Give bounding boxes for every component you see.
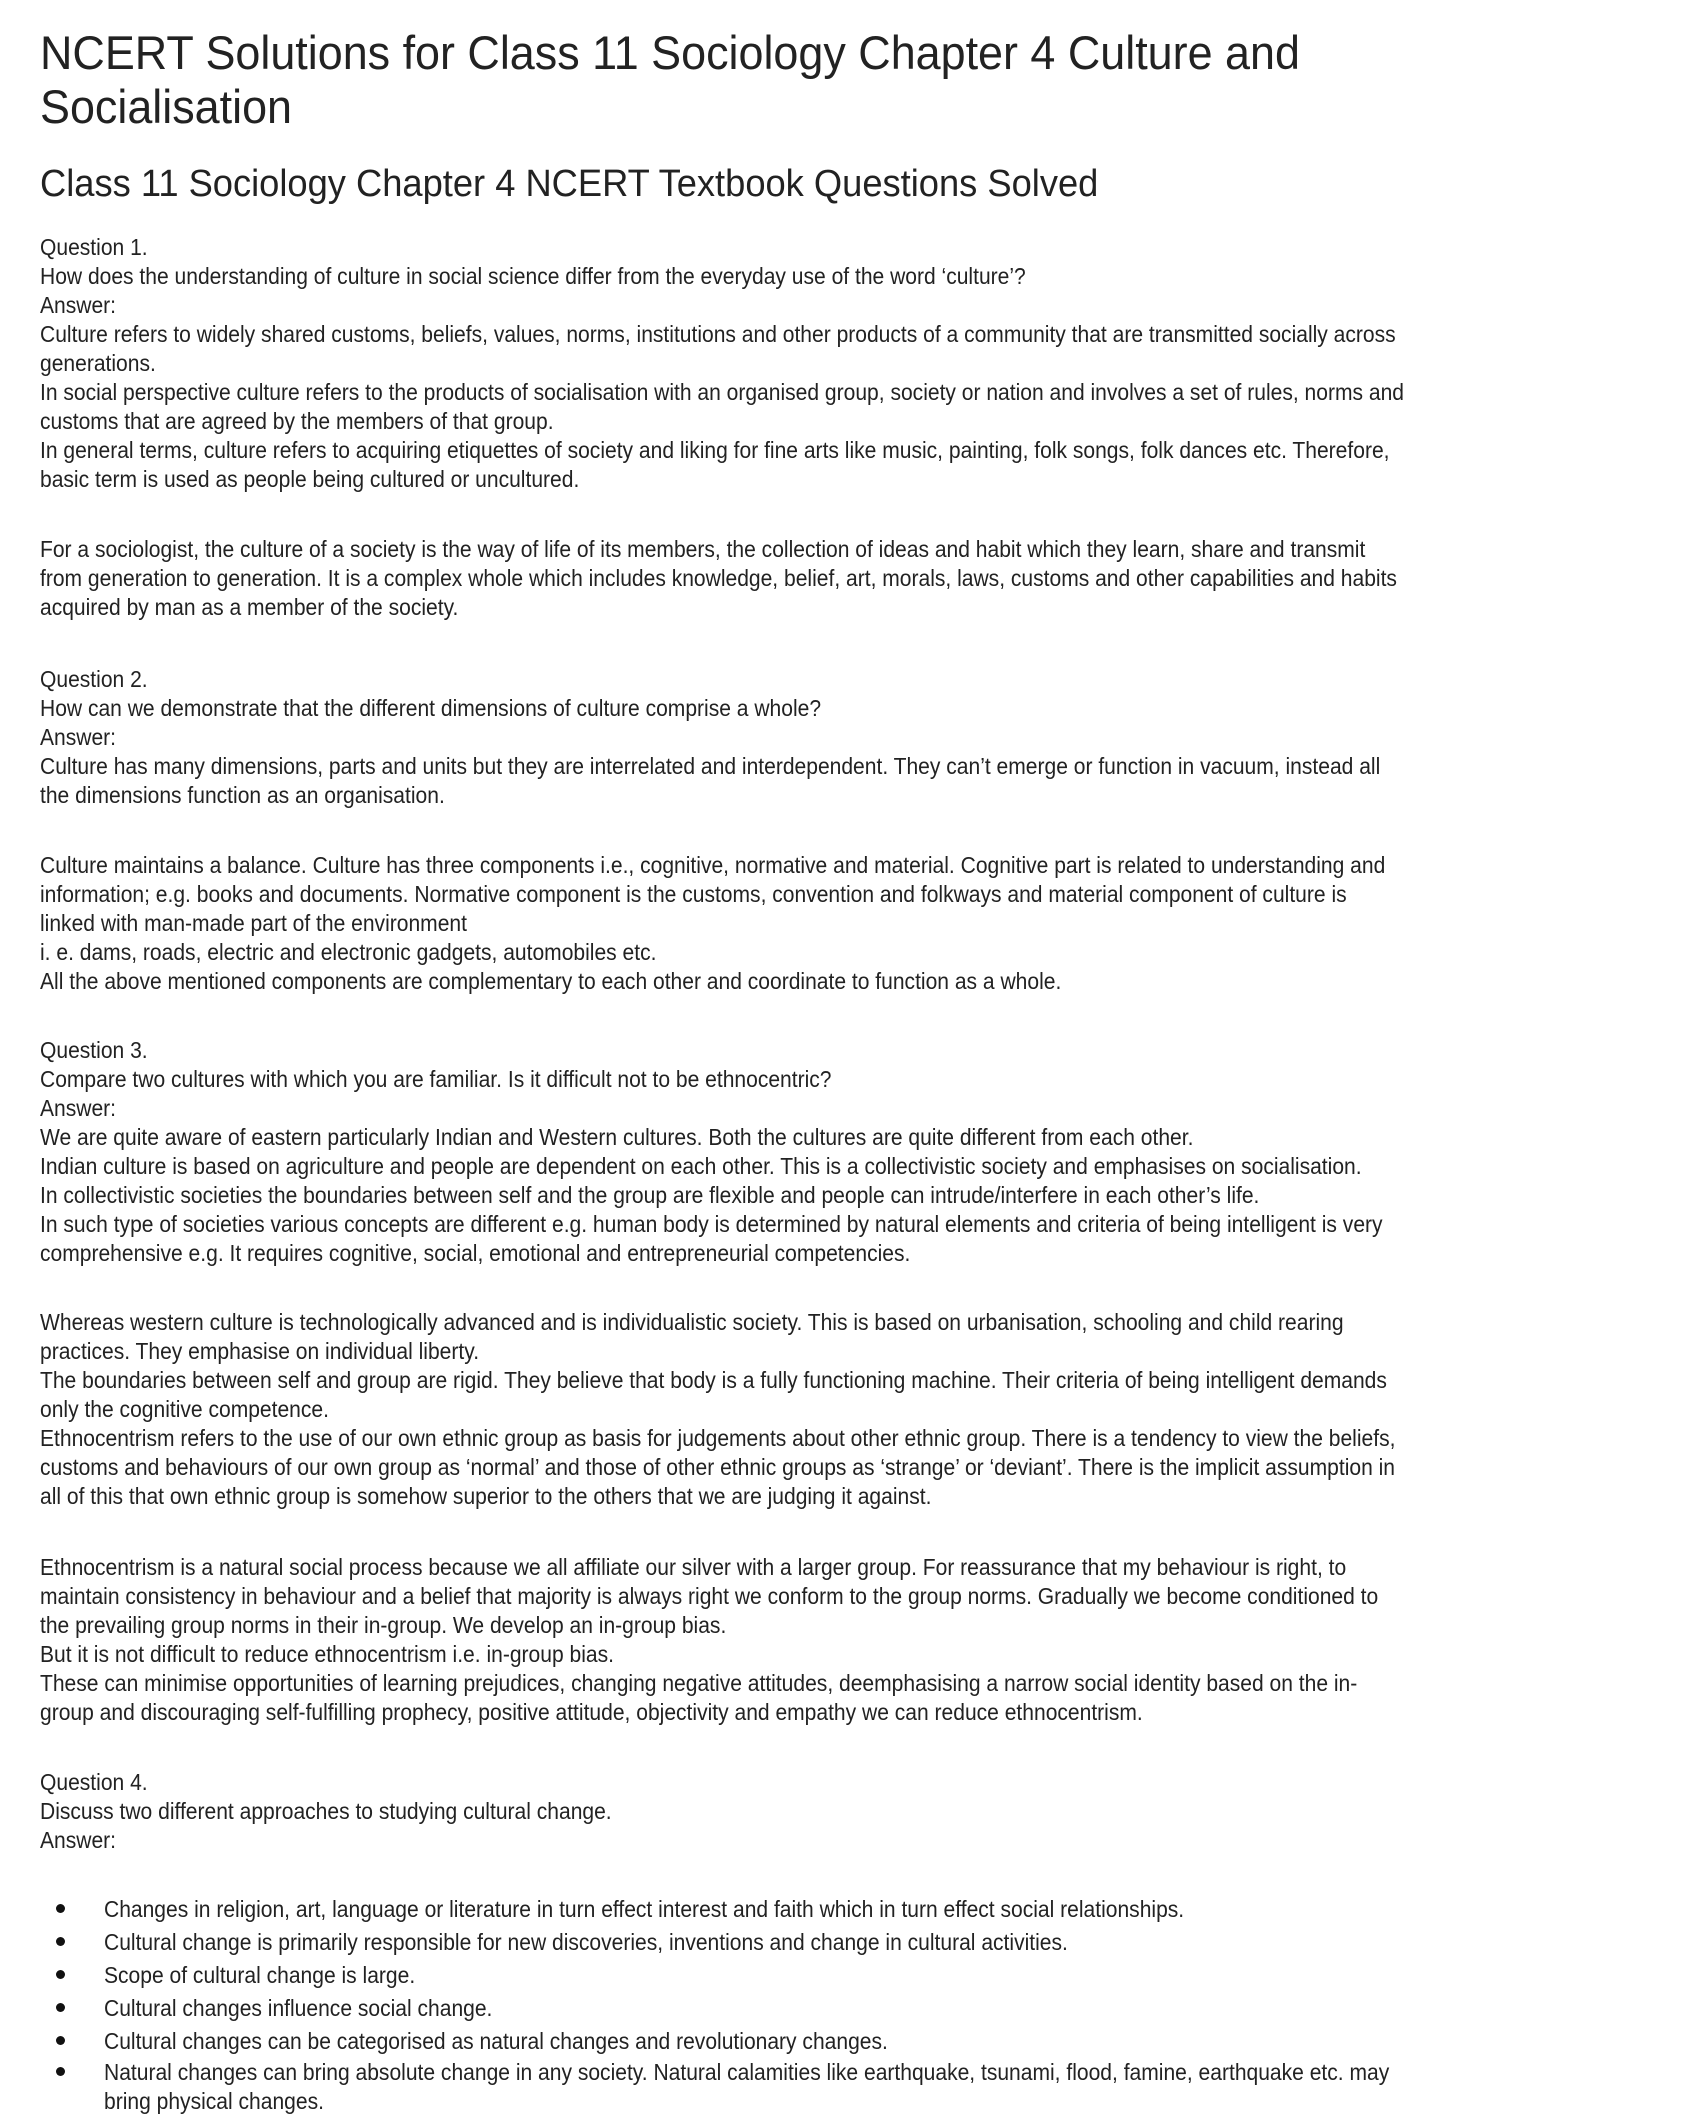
answer-line: In social perspective culture refers to the products of socialisation with an organised group, society or nation and involves a set of rules, norms and bbox=[40, 379, 1404, 405]
answer-line: the prevailing group norms in their in-group. We develop an in-group bias. bbox=[40, 1612, 727, 1638]
list-item-text: Changes in religion, art, language or literature in turn effect interest and faith which in turn effect social relationships. bbox=[104, 1896, 1185, 1922]
answer-line: All the above mentioned components are complementary to each other and coordinate to function as a whole. bbox=[40, 968, 1062, 994]
bullet-icon bbox=[56, 2003, 65, 2012]
answer-line: basic term is used as people being cultured or uncultured. bbox=[40, 466, 580, 492]
question-label: Question 3. bbox=[40, 1037, 148, 1063]
answer-line: In general terms, culture refers to acquiring etiquettes of society and liking for fine arts like music, painting, folk songs, folk dances etc. Therefore, bbox=[40, 437, 1390, 463]
page-title-line: Socialisation bbox=[40, 80, 293, 133]
answer-line: Ethnocentrism refers to the use of our own ethnic group as basis for judgements about other ethnic group. There is a tendency to view the beliefs, bbox=[40, 1425, 1396, 1451]
question-text: How does the understanding of culture in social science differ from the everyday use of the word ‘culture’? bbox=[40, 263, 1026, 289]
question-1 bbox=[40, 233, 1700, 494]
list-item-text: Scope of cultural change is large. bbox=[104, 1962, 416, 1988]
list-item-text: Natural changes can bring absolute change in any society. Natural calamities like earthquake, tsunami, flood, famine, earthquake etc. may bbox=[104, 2059, 1390, 2085]
answer-line: maintain consistency in behaviour and a belief that majority is always right we conform to the group norms. Gradually we become conditioned to bbox=[40, 1583, 1379, 1609]
answer-line: These can minimise opportunities of learning prejudices, changing negative attitudes, deemphasising a narrow social identity based on the in- bbox=[40, 1670, 1358, 1696]
page-title bbox=[40, 26, 1606, 134]
answer-line: Culture has many dimensions, parts and units but they are interrelated and interdependent. They can’t emerge or function in vacuum, instead all bbox=[40, 753, 1381, 779]
list-item bbox=[40, 1893, 1700, 1926]
answer-label: Answer: bbox=[40, 724, 117, 750]
answer-line: customs and behaviours of our own group as ‘normal’ and those of other ethnic groups as ‘strange’ or ‘deviant’. There is the implicit assumption in bbox=[40, 1454, 1396, 1480]
answer-line: acquired by man as a member of the society. bbox=[40, 594, 459, 620]
question-label: Question 4. bbox=[40, 1769, 148, 1795]
page-title-line: NCERT Solutions for Class 11 Sociology Chapter 4 Culture and bbox=[40, 26, 1300, 79]
list-item bbox=[40, 1926, 1700, 1959]
answer-line: comprehensive e.g. It requires cognitive, social, emotional and entrepreneurial competencies. bbox=[40, 1240, 911, 1266]
list-item bbox=[40, 2025, 1700, 2058]
answer-line: Culture maintains a balance. Culture has three components i.e., cognitive, normative and material. Cognitive part is related to understanding and bbox=[40, 852, 1386, 878]
answer-line: customs that are agreed by the members of that group. bbox=[40, 408, 554, 434]
answer-line: But it is not difficult to reduce ethnocentrism i.e. in-group bias. bbox=[40, 1641, 614, 1667]
question-label: Question 2. bbox=[40, 666, 148, 692]
question-3-paragraph-2 bbox=[40, 1308, 1700, 1511]
answer-line: from generation to generation. It is a complex whole which includes knowledge, belief, art, morals, laws, customs and other capabilities and habits bbox=[40, 565, 1397, 591]
answer-label: Answer: bbox=[40, 1827, 117, 1853]
answer-line: i. e. dams, roads, electric and electronic gadgets, automobiles etc. bbox=[40, 939, 657, 965]
answer-line: only the cognitive competence. bbox=[40, 1396, 329, 1422]
question-3-paragraph-3 bbox=[40, 1553, 1700, 1727]
list-item-text: Cultural changes can be categorised as natural changes and revolutionary changes. bbox=[104, 2028, 888, 2054]
question-text: How can we demonstrate that the different dimensions of culture comprise a whole? bbox=[40, 695, 822, 721]
bullet-icon bbox=[56, 1904, 65, 1913]
question-4 bbox=[40, 1768, 1700, 1855]
answer-line: group and discouraging self-fulfilling prophecy, positive attitude, objectivity and empathy we can reduce ethnocentrism. bbox=[40, 1699, 1143, 1725]
question-3 bbox=[40, 1036, 1700, 1268]
answer-line: all of this that own ethnic group is somehow superior to the others that we are judging it against. bbox=[40, 1483, 932, 1509]
answer-line: In collectivistic societies the boundaries between self and the group are flexible and people can intrude/interfere in each other’s life. bbox=[40, 1182, 1260, 1208]
question-text: Compare two cultures with which you are familiar. Is it difficult not to be ethnocentric? bbox=[40, 1066, 832, 1092]
answer-label: Answer: bbox=[40, 292, 117, 318]
answer-line: information; e.g. books and documents. Normative component is the customs, convention and folkways and material component of culture is bbox=[40, 881, 1347, 907]
answer-line: Whereas western culture is technologically advanced and is individualistic society. This is based on urbanisation, schooling and child rearing bbox=[40, 1309, 1344, 1335]
question-1-paragraph-2 bbox=[40, 535, 1700, 622]
bullet-icon bbox=[56, 2067, 65, 2076]
answer-line: Ethnocentrism is a natural social process because we all affiliate our silver with a larger group. For reassurance that my behaviour is right, to bbox=[40, 1554, 1347, 1580]
list-item bbox=[40, 1992, 1700, 2025]
answer-line: Culture refers to widely shared customs, beliefs, values, norms, institutions and other products of a community that are transmitted socially across bbox=[40, 321, 1396, 347]
list-item bbox=[40, 1959, 1700, 1992]
answer-line: linked with man-made part of the environment bbox=[40, 910, 467, 936]
answer-line: For a sociologist, the culture of a society is the way of life of its members, the collection of ideas and habit which they learn, share and transmit bbox=[40, 536, 1366, 562]
answer-line: In such type of societies various concepts are different e.g. human body is determined by natural elements and criteria of being intelligent is very bbox=[40, 1211, 1383, 1237]
answer-line: practices. They emphasise on individual liberty. bbox=[40, 1338, 480, 1364]
answer-line: generations. bbox=[40, 350, 156, 376]
answer-line: the dimensions function as an organisation. bbox=[40, 782, 445, 808]
answer-line: We are quite aware of eastern particularly Indian and Western cultures. Both the cultures are quite different from each other. bbox=[40, 1124, 1194, 1150]
list-item-text: Cultural change is primarily responsible for new discoveries, inventions and change in cultural activities. bbox=[104, 1929, 1068, 1955]
bullet-icon bbox=[56, 1970, 65, 1979]
answer-line: Indian culture is based on agriculture and people are dependent on each other. This is a collectivistic society and emphasises on socialisation. bbox=[40, 1153, 1362, 1179]
question-2-paragraph-2 bbox=[40, 851, 1700, 996]
list-item-text: bring physical changes. bbox=[104, 2088, 324, 2114]
question-2 bbox=[40, 665, 1700, 810]
question-text: Discuss two different approaches to studying cultural change. bbox=[40, 1798, 612, 1824]
bullet-icon bbox=[56, 2036, 65, 2045]
list-item-text: Cultural changes influence social change. bbox=[104, 1995, 493, 2021]
list-item bbox=[40, 2058, 1700, 2116]
question-label: Question 1. bbox=[40, 234, 148, 260]
answer-bullet-list bbox=[40, 1893, 1700, 2116]
bullet-icon bbox=[56, 1937, 65, 1946]
answer-label: Answer: bbox=[40, 1095, 117, 1121]
answer-line: The boundaries between self and group are rigid. They believe that body is a fully functioning machine. Their criteria of being intelligent demands bbox=[40, 1367, 1387, 1393]
section-subtitle: Class 11 Sociology Chapter 4 NCERT Textbook Questions Solved bbox=[40, 163, 1099, 205]
